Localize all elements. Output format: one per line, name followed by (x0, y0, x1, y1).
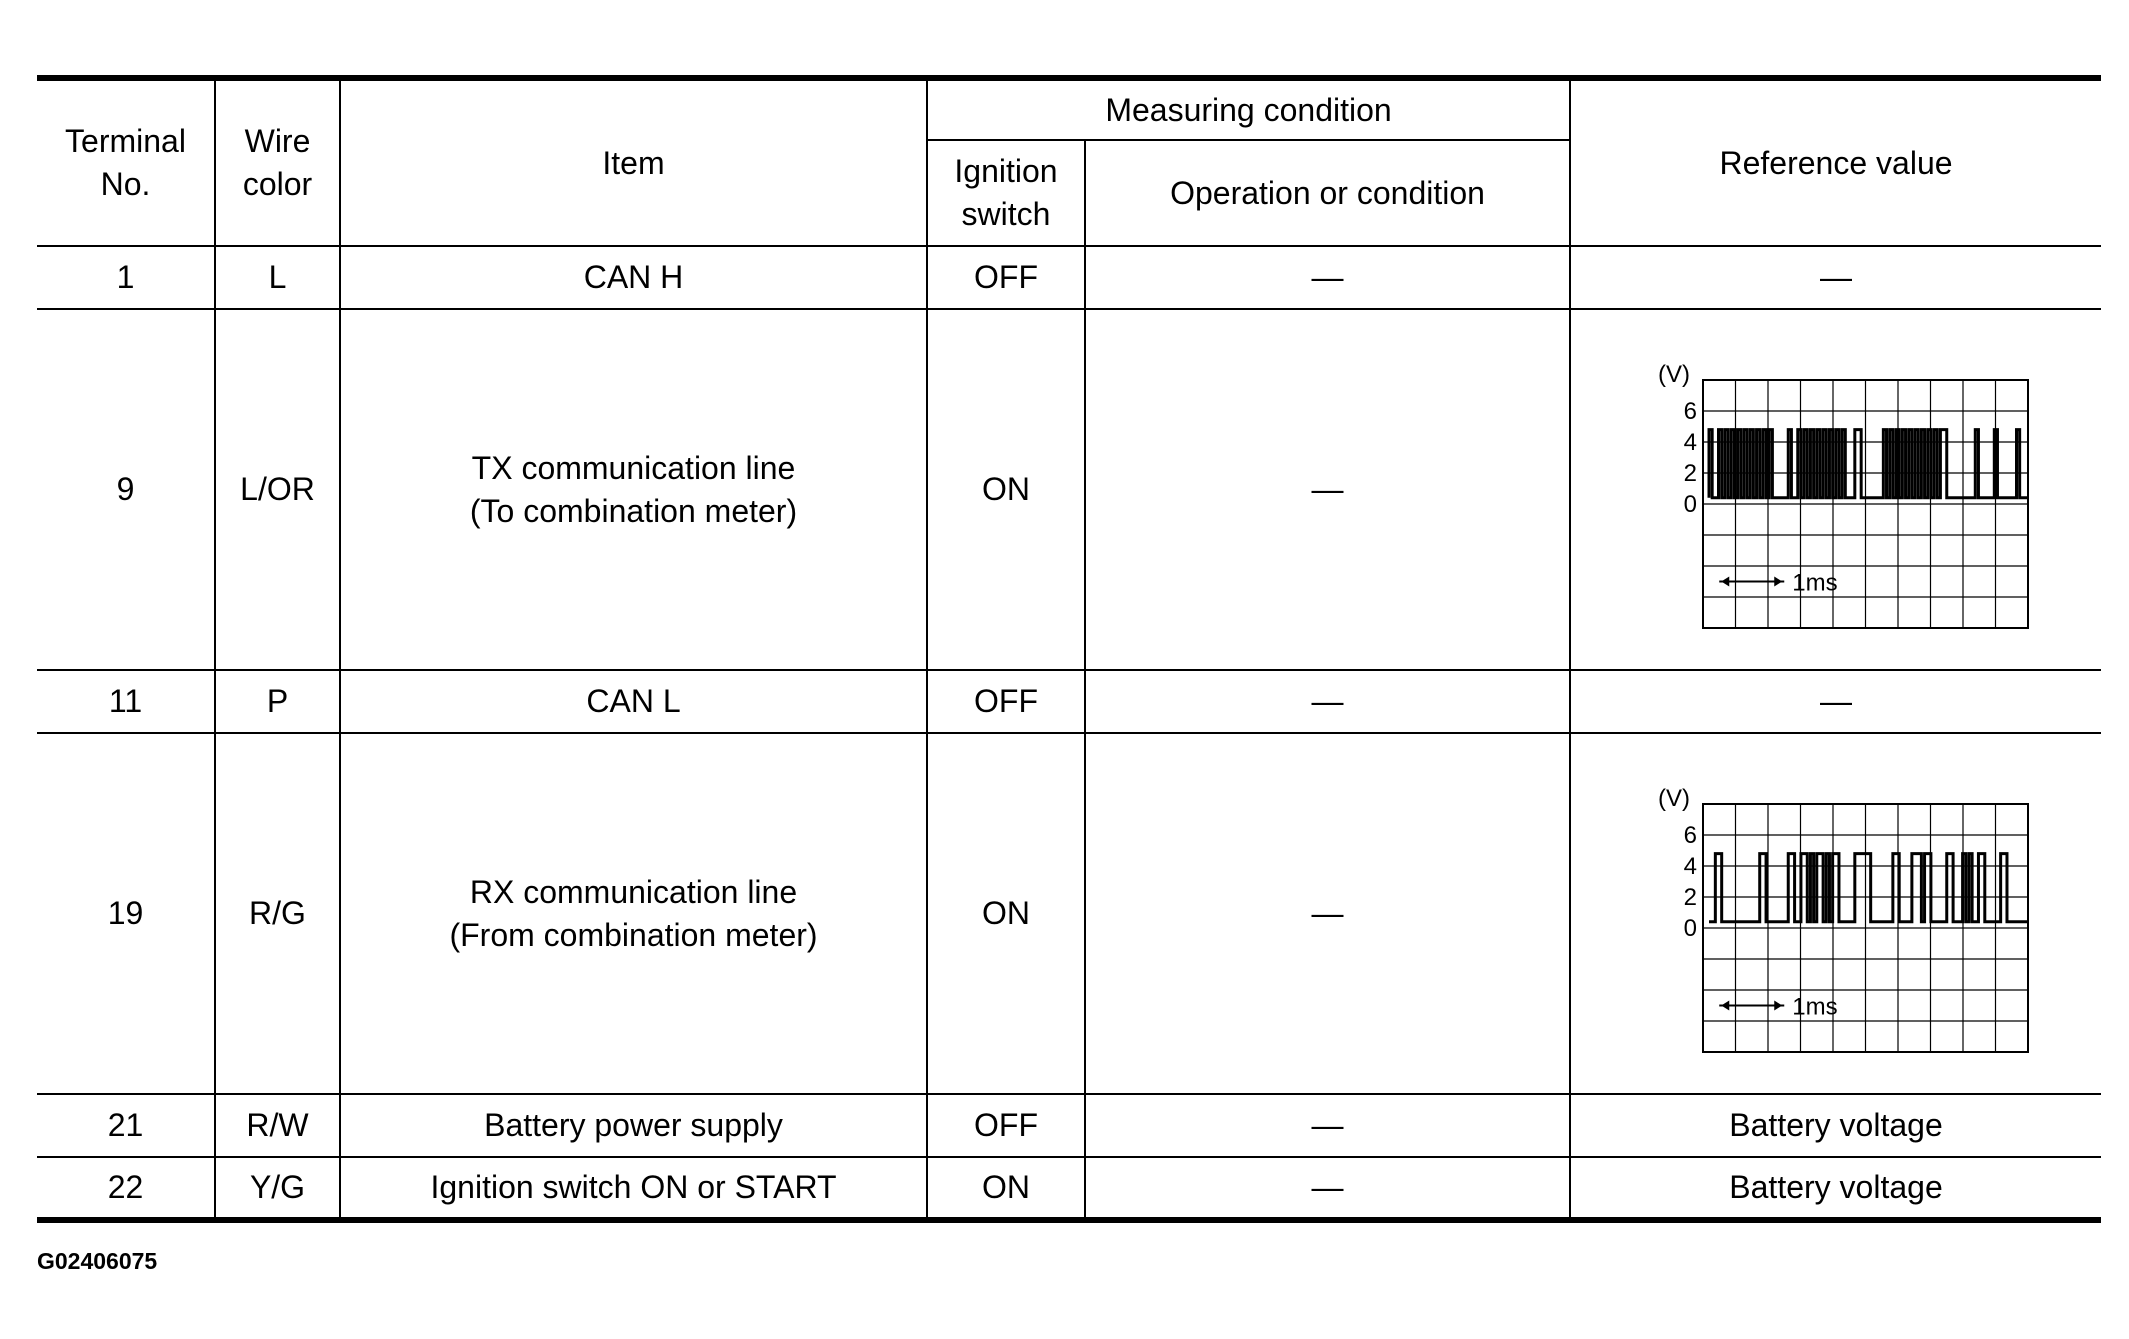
header-terminal-no: Terminal No. (37, 78, 215, 246)
header-operation-or-condition: Operation or condition (1085, 140, 1570, 246)
terminal-cell: 21 (37, 1094, 215, 1157)
operation-cell: — (1085, 733, 1570, 1094)
ignition-cell: OFF (927, 670, 1085, 733)
reference-cell (1570, 733, 2101, 1094)
time-scale-arrowhead (1774, 1000, 1782, 1010)
item-cell: Battery power supply (340, 1094, 927, 1157)
terminal-cell: 22 (37, 1157, 215, 1220)
terminal-cell: 11 (37, 670, 215, 733)
time-scale-arrowhead (1721, 576, 1729, 586)
reference-cell: — (1570, 670, 2101, 733)
item-cell: RX communication line (From combination meter) (340, 733, 927, 1094)
ignition-cell: ON (927, 1157, 1085, 1220)
header-reference-value: Reference value (1570, 78, 2101, 246)
reference-cell: Battery voltage (1570, 1157, 2101, 1220)
terminal-cell: 1 (37, 246, 215, 309)
scope-tick-label: 4 (1683, 428, 1698, 456)
table-row (37, 1157, 2101, 1220)
item-cell: TX communication line (To combination meter) (340, 309, 927, 670)
header-wire-color: Wire color (215, 78, 340, 246)
scope-unit-label: (V) (1658, 784, 1691, 812)
table-row (37, 1094, 2101, 1157)
operation-cell: — (1085, 309, 1570, 670)
header-measuring-condition: Measuring condition (927, 78, 1570, 140)
tx-waveform-oscilloscope (1641, 350, 2031, 630)
terminal-reference-sheet (37, 75, 2101, 1223)
ignition-cell: ON (927, 733, 1085, 1094)
scope-signal-trace (1709, 853, 2028, 921)
table-row (37, 309, 2101, 670)
reference-cell (1570, 309, 2101, 670)
table-row (37, 246, 2101, 309)
operation-cell: — (1085, 246, 1570, 309)
scope-tick-label: 0 (1683, 490, 1698, 518)
operation-cell: — (1085, 1157, 1570, 1220)
ignition-cell: OFF (927, 246, 1085, 309)
table-row (37, 733, 2101, 1094)
scope-tick-label: 2 (1683, 459, 1698, 487)
terminal-cell: 19 (37, 733, 215, 1094)
scope-tick-label: 4 (1683, 852, 1698, 880)
header-item: Item (340, 78, 927, 246)
time-scale-label: 1ms (1792, 569, 1838, 596)
figure-code: G02406075 (37, 1248, 158, 1274)
operation-cell: — (1085, 670, 1570, 733)
item-cell: CAN L (340, 670, 927, 733)
wire-color-cell: R/G (215, 733, 340, 1094)
table-row (37, 670, 2101, 733)
scope-tick-label: 6 (1683, 821, 1698, 849)
scope-signal-trace (1709, 429, 2028, 497)
wire-color-cell: L/OR (215, 309, 340, 670)
reference-cell: — (1570, 246, 2101, 309)
wire-color-cell: L (215, 246, 340, 309)
time-scale-arrowhead (1774, 576, 1782, 586)
scope-unit-label: (V) (1658, 360, 1691, 388)
item-cell: Ignition switch ON or START (340, 1157, 927, 1220)
wire-color-cell: P (215, 670, 340, 733)
header-ignition-switch: Ignition switch (927, 140, 1085, 246)
ignition-cell: OFF (927, 1094, 1085, 1157)
reference-cell: Battery voltage (1570, 1094, 2101, 1157)
operation-cell: — (1085, 1094, 1570, 1157)
scope-tick-label: 6 (1683, 397, 1698, 425)
rx-waveform-oscilloscope (1641, 774, 2031, 1054)
wire-color-cell: R/W (215, 1094, 340, 1157)
ignition-cell: ON (927, 309, 1085, 670)
wire-color-cell: Y/G (215, 1157, 340, 1220)
terminal-table (37, 75, 2101, 1223)
time-scale-arrowhead (1721, 1000, 1729, 1010)
time-scale-label: 1ms (1792, 993, 1838, 1020)
scope-tick-label: 0 (1683, 914, 1698, 942)
item-cell: CAN H (340, 246, 927, 309)
terminal-cell: 9 (37, 309, 215, 670)
scope-tick-label: 2 (1683, 883, 1698, 911)
